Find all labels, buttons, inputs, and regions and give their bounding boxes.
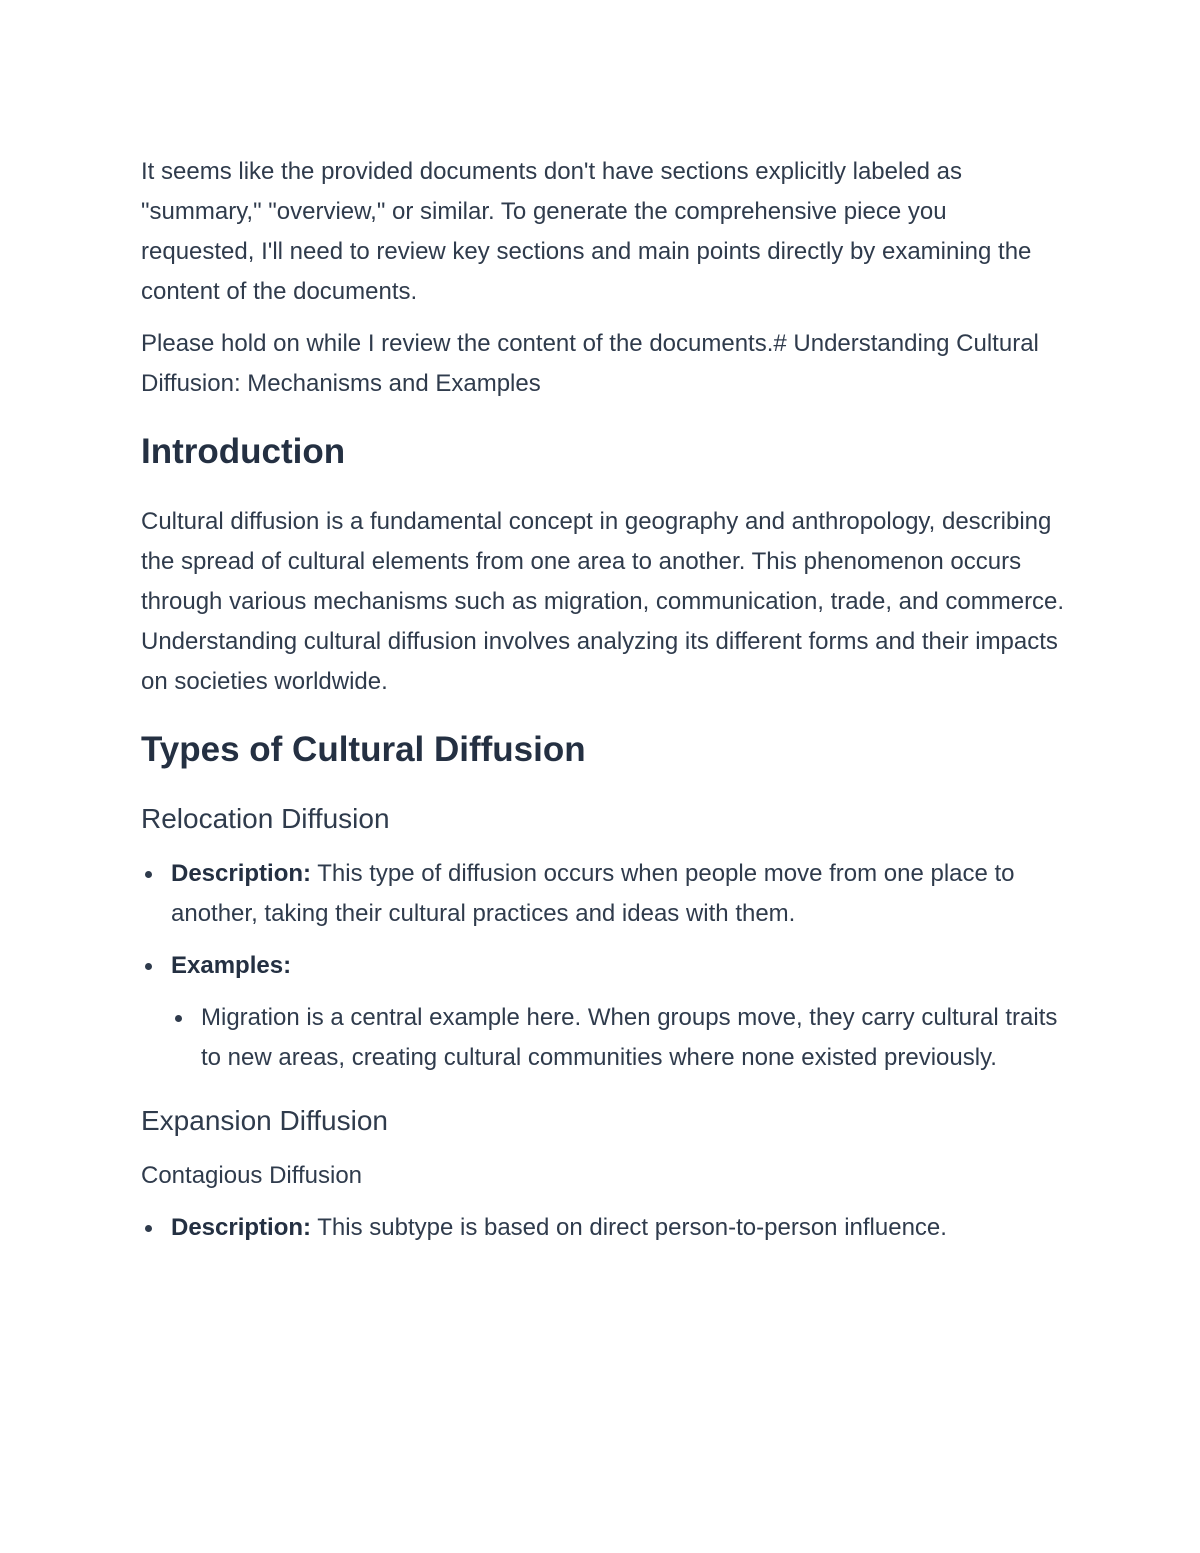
relocation-list [141, 854, 1066, 1078]
description-label: Description: [171, 1214, 312, 1241]
examples-label: Examples: [171, 952, 292, 979]
expansion-heading: Expansion Diffusion [141, 1105, 388, 1136]
relocation-heading: Relocation Diffusion [141, 803, 390, 834]
document-page [141, 152, 1066, 1260]
contagious-heading: Contagious Diffusion [141, 1162, 363, 1189]
list-item [141, 1208, 1066, 1248]
list-item [141, 946, 1066, 1078]
types-heading: Types of Cultural Diffusion [141, 730, 586, 769]
description-text: This subtype is based on direct person-to-person influence. [311, 1214, 947, 1241]
introduction-heading: Introduction [141, 432, 346, 471]
intro-note-paragraph-2: Please hold on while I review the content of the documents.# Understanding Cultural Diffusion: Mechanisms and Examples [141, 330, 1039, 397]
intro-note-paragraph-1: It seems like the provided documents don't have sections explicitly labeled as "summary," "overview," or similar. To generate the comprehensive piece you requested, I'll need to review key sections and main points directly by examining the content of the documents. [141, 158, 1032, 305]
list-item [141, 854, 1066, 934]
contagious-list [141, 1208, 1066, 1248]
introduction-body: Cultural diffusion is a fundamental concept in geography and anthropology, describing the spread of cultural elements from one area to another. This phenomenon occurs through various mechanisms such as migration, communication, trade, and commerce. Understanding cultural diffusion involves analyzing its different forms and their impacts on societies worldwide. [141, 508, 1065, 695]
examples-list [171, 998, 1066, 1078]
description-label: Description: [171, 860, 312, 887]
description-text: This type of diffusion occurs when people move from one place to another, taking their cultural practices and ideas with them. [171, 860, 1015, 927]
list-item: Migration is a central example here. When groups move, they carry cultural traits to new areas, creating cultural communities where none existed previously. [171, 998, 1066, 1078]
